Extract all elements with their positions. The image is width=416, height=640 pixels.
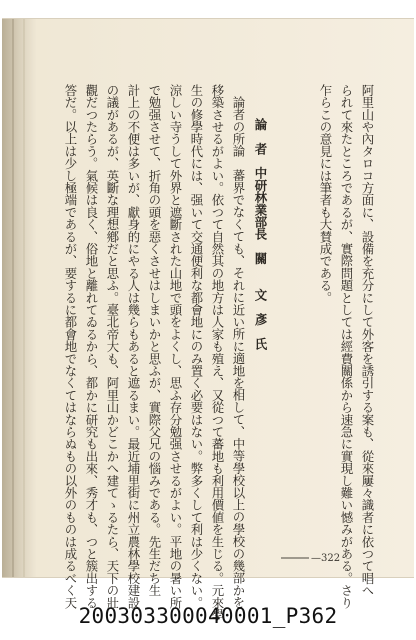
text-column: 乍らこの意見には筆者も大賛成である。 [318,84,333,304]
image-caption: 200303300040001_P362 [78,604,338,628]
text-column: 論者の所論 蕃界でなくても、それに近い所に適地を相して、中等學校以上の學校の幾部かを [231,96,246,609]
page-number: —322 [311,553,341,564]
text-column: 移築させるがよい。依つて自然其の地方は人家も殖え、又從つて蕃地も利用價値を生じる。元來學 [210,84,225,621]
speaker-heading: 論 者 中研林業部長 關 文 彥 氏 [253,118,268,350]
text-column: 阿里山や內タロコ方面に、設備を充分にして外客を誘引する案も、從來屢々識者に依つて唱へ [360,84,375,597]
text-column: 計上の不便は多いが、獻身的にやる人は幾らもあると遮るまい。最近埔里街に州立農林學校建設 [126,84,141,609]
text-column: の議があるが、英斷な理想鄕だと思ふ。臺北帝大も、阿里山かどこかへ建てゝるたら、天下の壯 [105,84,120,609]
spine-shadow [2,18,36,578]
text-column: で勉强させて、折角の頭を惡くさせはしまいかと思ふが、實際父兄の惱みである。先生だち生 [147,84,162,597]
text-column: られて來たところであるが、實際問題としては經費關係から速急に實現し難い憾みがある。さり [339,84,354,609]
text-column: 涼しい寺うして外界と遮斷された山地で頭をよくし、思ふ存分勉强させるがよい。平地の暑い所 [168,84,183,609]
text-column: 觀だつたらう。氣候は良く、俗地と離れてゐるから、都かに研究も出來、秀才も、つと簇出する [84,84,99,609]
text-column: 答だ。以上は少し極端であるが、要するに都會地でなくてはならぬもの以外のものは成るべく天 [63,84,78,609]
text-column: 生の修學時代には、强いて交通便利な都會地にのみ置く必要はない。弊多くして利は少くない。 [189,84,204,609]
